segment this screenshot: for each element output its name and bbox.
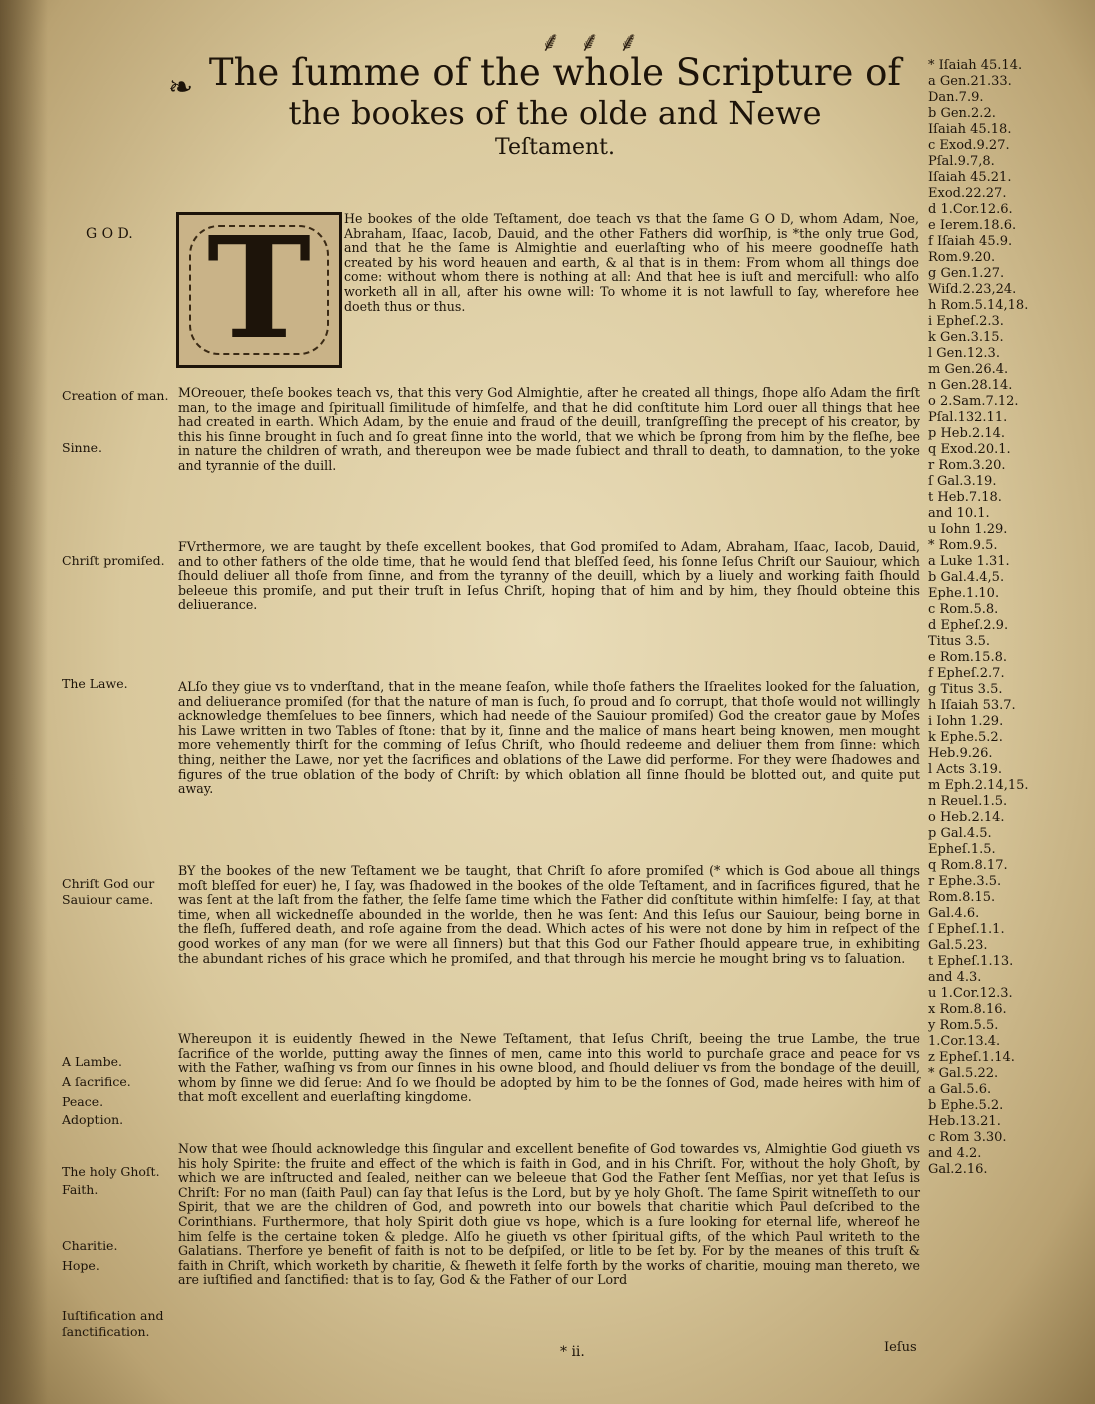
margin-reference: i Epheſ.2.3. xyxy=(928,314,1004,329)
margin-reference: i Iohn 1.29. xyxy=(928,714,1004,729)
margin-reference: p Heb.2.14. xyxy=(928,426,1006,441)
margin-reference: b Gen.2.2. xyxy=(928,106,996,121)
margin-reference: * Iſaiah 45.14. xyxy=(928,58,1023,73)
sidenote-christ-god-our: Chriſt God our xyxy=(62,876,155,891)
margin-reference: Gal.2.16. xyxy=(928,1162,988,1177)
margin-reference: ſ Gal.3.19. xyxy=(928,474,997,489)
margin-reference: Pſal.9.7,8. xyxy=(928,154,995,169)
margin-reference: Rom.8.15. xyxy=(928,890,996,905)
margin-reference: a Luke 1.31. xyxy=(928,554,1010,569)
margin-reference: f Iſaiah 45.9. xyxy=(928,234,1013,249)
margin-reference: e Rom.15.8. xyxy=(928,650,1007,665)
margin-reference: and 4.3. xyxy=(928,970,982,985)
margin-reference: Ephe.1.10. xyxy=(928,586,1000,601)
margin-reference: n Gen.28.14. xyxy=(928,378,1013,393)
margin-reference: and 4.2. xyxy=(928,1146,982,1161)
paragraph-2: MOreouer, theſe bookes teach vs, that this very God Almightie, after he created all things, ſhope alſo Adam the firſt man, to the image and ſpirituall ſimilitude of himſelfe, and that he did conſtitute him Lord ouer all things that hee had created in earth. Which Adam, by the enuie and fraud of the deuill, tranſgreſſing the precept of his creator, by this his ſinne brought in ſuch and ſo great ſinne into the world, that we which be ſprong from him by the fleſhe, bee in nature the children of wrath, and thereupon wee be made ſubiect and thrall to death, to damnation, to the yoke and tyrannie of the duill. xyxy=(178,385,920,473)
sidenote-creation: Creation of man. xyxy=(62,388,169,403)
margin-reference: Heb.9.26. xyxy=(928,746,993,761)
title-line-2: the bookes of the olde and Newe xyxy=(288,93,822,132)
margin-reference: 1.Cor.13.4. xyxy=(928,1034,1001,1049)
margin-reference: t Epheſ.1.13. xyxy=(928,954,1014,969)
margin-reference: Dan.7.9. xyxy=(928,90,984,105)
margin-reference: h Iſaiah 53.7. xyxy=(928,698,1016,713)
sidenote-sauiour-came: Sauiour came. xyxy=(62,892,154,907)
sidenote-lawe: The Lawe. xyxy=(62,676,128,691)
sidenote-charitie: Charitie. xyxy=(62,1238,118,1253)
margin-reference: u Iohn 1.29. xyxy=(928,522,1008,537)
margin-reference: Rom.9.20. xyxy=(928,250,996,265)
margin-reference: Iſaiah 45.18. xyxy=(928,122,1012,137)
margin-reference: * Gal.5.22. xyxy=(928,1066,999,1081)
sidenote-adoption: Adoption. xyxy=(62,1112,124,1127)
margin-reference: Heb.13.21. xyxy=(928,1114,1001,1129)
margin-reference: m Eph.2.14,15. xyxy=(928,778,1029,793)
margin-reference: r Ephe.3.5. xyxy=(928,874,1002,889)
margin-reference: l Acts 3.19. xyxy=(928,762,1003,777)
paragraph-1: He bookes of the olde Teſtament, doe teach vs that the ſame G O D, whom Adam, Noe, Abraham, Iſaac, Iacob, Dauid, and the other Fathers did worſhip, is *the only true God, and that he the ſame is Almightie and euerlaſting who of his meere goodneſſe hath created by his word heauen and earth, & al that is in them: From whom all things doe come: without whom there is nothing at all: And that hee is iuſt and mercifull: who alſo worketh all in all, after his owne will: To whome it is not lawfull to ſay, wherefore hee doeth thus or thus. xyxy=(344,211,919,314)
margin-reference: f Epheſ.2.7. xyxy=(928,666,1005,681)
sidenote-sinne: Sinne. xyxy=(62,440,103,455)
margin-reference: Epheſ.1.5. xyxy=(928,842,996,857)
margin-reference: e Ierem.18.6. xyxy=(928,218,1017,233)
margin-reference: k Ephe.5.2. xyxy=(928,730,1003,745)
margin-reference: c Rom.5.8. xyxy=(928,602,999,617)
margin-reference: Gal.5.23. xyxy=(928,938,988,953)
margin-reference: Pſal.132.11. xyxy=(928,410,1008,425)
title-line-1: The ſumme of the whole Scripture of xyxy=(208,51,902,94)
fleuron-icon: ❧ xyxy=(168,70,194,105)
margin-reference: Titus 3.5. xyxy=(928,634,991,649)
margin-reference: o Heb.2.14. xyxy=(928,810,1005,825)
margin-reference: Wiſd.2.23,24. xyxy=(928,282,1017,297)
margin-reference: h Rom.5.14,18. xyxy=(928,298,1029,313)
margin-reference: b Gal.4.4,5. xyxy=(928,570,1005,585)
margin-reference: d Epheſ.2.9. xyxy=(928,618,1009,633)
margin-reference: q Exod.20.1. xyxy=(928,442,1011,457)
margin-reference: Gal.4.6. xyxy=(928,906,980,921)
margin-reference: o 2.Sam.7.12. xyxy=(928,394,1019,409)
header-ornament: ⸙⸙⸙ xyxy=(540,25,658,58)
margin-reference: * Rom.9.5. xyxy=(928,538,998,553)
sidenote-peace: Peace. xyxy=(62,1094,104,1109)
sidenote-hope: Hope. xyxy=(62,1258,100,1273)
paragraph-4: ALſo they giue vs to vnderſtand, that in the meane ſeaſon, while thoſe fathers the Iſraelites looked for the ſaluation, and deliuerance promiſed (for that the nature of man is ſuch, ſo proud and ſo corrupt, that thoſe would not willingly acknowledge themſelues to bee ſinners, which had neede of the Sauiour promiſed) God the creator gaue by Moſes his Lawe written in two Tables of ſtone: that by it, ſinne and the malice of mans heart being knowen, men mought more vehemently thirſt for the comming of Ieſus Chriſt, who ſhould redeeme and deliuer them from ſinne: which thing, neither the Lawe, nor yet the ſacrifices and oblations of the Lawe did performe. For they were ſhadowes and figures of the true oblation of the body of Chriſt: by which oblation all ſinne ſhould be blotted out, and quite put away. xyxy=(178,679,920,797)
margin-reference: c Exod.9.27. xyxy=(928,138,1010,153)
margin-reference: a Gen.21.33. xyxy=(928,74,1012,89)
margin-reference: y Rom.5.5. xyxy=(928,1018,999,1033)
page-title xyxy=(170,52,940,161)
sidenote-sanctification: ſanctification. xyxy=(62,1324,150,1339)
margin-reference: Iſaiah 45.21. xyxy=(928,170,1012,185)
margin-reference: ſ Epheſ.1.1. xyxy=(928,922,1005,937)
sidenote-faith: Faith. xyxy=(62,1182,99,1197)
margin-reference: x Rom.8.16. xyxy=(928,1002,1007,1017)
paragraph-3: FVrthermore, we are taught by theſe excellent bookes, that God promiſed to Adam, Abraham, Iſaac, Iacob, Dauid, and to other fathers of the olde time, that he would ſend that bleſſed ſeed, his ſonne Ieſus Chriſt our Sauiour, which ſhould deliuer all thoſe from ſinne, and from the tyranny of the deuill, which by a liuely and working faith ſhould beleeue this promiſe, and put their truſt in Ieſus Chriſt, hoping that of him and by him, they ſhould obteine this deliuerance. xyxy=(178,539,920,613)
initial-letter: T xyxy=(206,207,312,371)
margin-reference: c Rom 3.30. xyxy=(928,1130,1007,1145)
sidenote-christ-promised: Chriſt promiſed. xyxy=(62,553,165,568)
margin-reference: d 1.Cor.12.6. xyxy=(928,202,1013,217)
title-line-3: Teſtament. xyxy=(495,135,615,161)
margin-reference: u 1.Cor.12.3. xyxy=(928,986,1013,1001)
margin-references xyxy=(928,58,1088,1178)
margin-reference: g Titus 3.5. xyxy=(928,682,1003,697)
paragraph-6: Whereupon it is euidently ſhewed in the Newe Teſtament, that Ieſus Chriſt, beeing the true Lambe, the true ſacrifice of the worlde, putting away the ſinnes of men, came into this world to purchaſe grace and peace for vs with the Father, waſhing vs from our ſinnes in his owne blood, and ſhould deliuer vs from the bondage of the deuill, whom by ſinne we did ſerue: And ſo we ſhould be adopted by him to be the ſonnes of God, made heires with him of that moſt excellent and euerlaſting kingdome. xyxy=(178,1031,920,1105)
paragraph-7: Now that wee ſhould acknowledge this ſingular and excellent benefite of God towardes vs, Almightie God giueth vs his holy Spirite: the fruite and effect of the which is faith in God, and in his Chriſt. For, without the holy Ghoſt, by which we are inſtructed and ſealed, neither can we beleeue that God the Father ſent Meſſias, nor yet that Ieſus is Chriſt: For no man (ſaith Paul) can ſay that Ieſus is the Lord, but by ye holy Ghoſt. The ſame Spirit witneſſeth to our Spirit, that we are the children of God, and powreth into our bowels that charitie which Paul deſcribed to the Corinthians. Furthermore, that holy Spirit doth giue vs hope, which is a ſure looking for eternal life, whereof he him ſelfe is the certaine token & pledge. Alſo he giueth vs other ſpiritual gifts, of the which Paul writeth to the Galatians. Therfore ye benefit of faith is not to be deſpiſed, or litle to be ſet by. For by the meanes of this truſt & faith in Chriſt, which worketh by charitie, & ſheweth it ſelfe forth by the works of charitie, mouing man thereto, we are iuſtified and ſanctified: that is to ſay, God & the Father of our Lord xyxy=(178,1141,920,1288)
sidenote-holy-ghost: The holy Ghoſt. xyxy=(62,1164,160,1179)
decorated-initial xyxy=(176,207,342,371)
margin-reference: Exod.22.27. xyxy=(928,186,1007,201)
margin-reference: q Rom.8.17. xyxy=(928,858,1008,873)
catchword: Ieſus xyxy=(884,1340,917,1355)
sidenote-god: G O D. xyxy=(86,226,133,242)
sidenote-lambe: A Lambe. xyxy=(62,1054,122,1069)
margin-reference: r Rom.3.20. xyxy=(928,458,1006,473)
margin-reference: k Gen.3.15. xyxy=(928,330,1004,345)
margin-reference: t Heb.7.18. xyxy=(928,490,1002,505)
margin-reference: b Ephe.5.2. xyxy=(928,1098,1004,1113)
paragraph-5: BY the bookes of the new Teſtament we be taught, that Chriſt ſo afore promiſed (* which is God aboue all things moſt bleſſed for euer) he, I ſay, was ſhadowed in the bookes of the olde Teſtament, and in ſacrifices figured, that he was ſent at the laſt from the father, the ſelfe ſame time which the Father did conſtitute within himſelfe: I ſay, at that time, when all wickedneſſe abounded in the worlde, then he was ſent: And this Ieſus our Sauiour, being borne in the fleſh, ſuffered death, and roſe againe from the dead. Which actes of his were not done by him in reſpect of the good workes of any man (for we were all ſinners) but that this God our Father ſhould appeare true, in exhibiting the abundant riches of his grace which he promiſed, and that through his mercie he mought bring vs to ſaluation. xyxy=(178,863,920,966)
margin-reference: z Epheſ.1.14. xyxy=(928,1050,1015,1065)
sidenote-sacrifice: A ſacrifice. xyxy=(62,1074,131,1089)
sidenote-iustification: Iuſtification and xyxy=(62,1308,164,1323)
margin-reference: a Gal.5.6. xyxy=(928,1082,992,1097)
margin-reference: n Reuel.1.5. xyxy=(928,794,1008,809)
margin-reference: p Gal.4.5. xyxy=(928,826,992,841)
margin-reference: g Gen.1.27. xyxy=(928,266,1005,281)
signature-mark: * ii. xyxy=(560,1344,585,1360)
margin-reference: l Gen.12.3. xyxy=(928,346,1000,361)
margin-reference: and 10.1. xyxy=(928,506,990,521)
page-edge-shadow xyxy=(0,0,48,1404)
margin-reference: m Gen.26.4. xyxy=(928,362,1009,377)
